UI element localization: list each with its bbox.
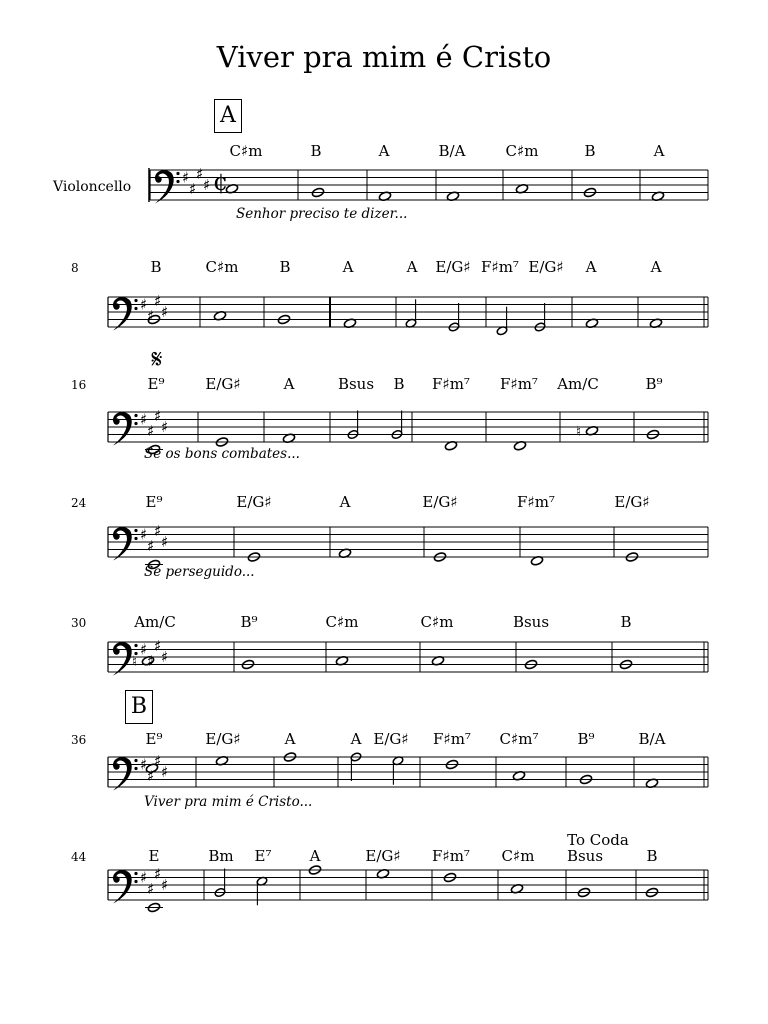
chord-symbol-1-5: E/G♯ bbox=[435, 258, 471, 276]
chord-symbol-3-3: E/G♯ bbox=[422, 493, 458, 511]
key-sharp-icon-2-1: ♯ bbox=[147, 421, 155, 440]
chord-symbol-5-4: E/G♯ bbox=[373, 730, 409, 748]
lyric-hint-3: Se perseguido... bbox=[144, 564, 255, 580]
chord-symbol-3-0: E⁹ bbox=[145, 493, 163, 511]
key-sharp-icon-3-2: ♯ bbox=[154, 521, 162, 540]
bass-clef-icon-4 bbox=[113, 642, 132, 675]
chord-symbol-6-5: F♯m⁷ bbox=[432, 847, 470, 865]
key-sharp-icon-5-0: ♯ bbox=[140, 755, 148, 774]
bass-clef-upper-dot-2 bbox=[134, 414, 137, 417]
chord-symbol-4-2: C♯m bbox=[325, 613, 359, 631]
key-sharp-icon-5-1: ♯ bbox=[147, 766, 155, 785]
key-sharp-icon-2-0: ♯ bbox=[140, 410, 148, 429]
key-sharp-icon-6-2: ♯ bbox=[154, 864, 162, 883]
to-coda-label: To Coda bbox=[567, 831, 629, 849]
bass-clef-dot-2 bbox=[113, 418, 119, 424]
chord-symbol-0-5: B bbox=[584, 142, 596, 160]
bass-clef-dot-3 bbox=[113, 533, 119, 539]
chord-symbol-0-3: B/A bbox=[438, 142, 466, 160]
bass-clef-lower-dot-6 bbox=[134, 880, 137, 883]
segno-icon: 𝄋 bbox=[151, 345, 163, 375]
chord-symbol-0-6: A bbox=[653, 142, 665, 160]
chord-symbol-1-2: B bbox=[279, 258, 291, 276]
key-sharp-icon-1-2: ♯ bbox=[154, 291, 162, 310]
key-sharp-icon-6-3: ♯ bbox=[161, 876, 169, 894]
key-sharp-icon-3-0: ♯ bbox=[140, 525, 148, 544]
chord-symbol-4-0: Am/C bbox=[134, 613, 176, 631]
bass-clef-dot-6 bbox=[113, 876, 119, 882]
chord-symbol-2-2: A bbox=[283, 375, 295, 393]
key-sharp-icon-0-2: ♯ bbox=[196, 164, 204, 183]
chord-symbol-5-6: C♯m⁷ bbox=[499, 730, 539, 748]
bass-clef-lower-dot-2 bbox=[134, 422, 137, 425]
key-sharp-icon-0-3: ♯ bbox=[203, 176, 211, 194]
chord-symbol-1-9: A bbox=[650, 258, 662, 276]
bass-clef-upper-dot-6 bbox=[134, 872, 137, 875]
bass-clef-icon-3 bbox=[113, 527, 132, 560]
chord-symbol-2-6: F♯m⁷ bbox=[500, 375, 538, 393]
chord-symbol-4-3: C♯m bbox=[420, 613, 454, 631]
chord-symbol-5-5: F♯m⁷ bbox=[433, 730, 471, 748]
chord-symbol-3-5: E/G♯ bbox=[614, 493, 650, 511]
key-sharp-icon-1-0: ♯ bbox=[140, 295, 148, 314]
key-sharp-icon-2-3: ♯ bbox=[161, 418, 169, 436]
chord-symbol-2-1: E/G♯ bbox=[205, 375, 241, 393]
chord-symbol-0-1: B bbox=[310, 142, 322, 160]
bass-clef-icon-0 bbox=[155, 170, 174, 203]
chord-symbol-5-0: E⁹ bbox=[145, 730, 163, 748]
page-title: Viver pra mim é Cristo bbox=[216, 40, 552, 74]
key-sharp-icon-6-1: ♯ bbox=[147, 879, 155, 898]
key-sharp-icon-3-1: ♯ bbox=[147, 536, 155, 555]
bass-clef-lower-dot-0 bbox=[176, 180, 179, 183]
measure-number-2: 16 bbox=[71, 378, 87, 392]
lyric-hint-5: Viver pra mim é Cristo... bbox=[144, 794, 313, 810]
bass-clef-icon-1 bbox=[113, 297, 132, 330]
lyric-hint-0: Senhor preciso te dizer... bbox=[236, 206, 408, 222]
chord-symbol-6-2: E⁷ bbox=[254, 847, 272, 865]
chord-symbol-1-8: A bbox=[585, 258, 597, 276]
bass-clef-upper-dot-1 bbox=[134, 299, 137, 302]
measure-number-1: 8 bbox=[71, 261, 79, 275]
bass-clef-dot-0 bbox=[155, 176, 161, 182]
measure-number-3: 24 bbox=[71, 496, 87, 510]
bass-clef-dot-1 bbox=[113, 303, 119, 309]
key-sharp-icon-3-3: ♯ bbox=[161, 533, 169, 551]
instrument-name: Violoncello bbox=[53, 179, 132, 195]
key-sharp-icon-6-0: ♯ bbox=[140, 868, 148, 887]
bass-clef-lower-dot-3 bbox=[134, 537, 137, 540]
bass-clef-dot-4 bbox=[113, 648, 119, 654]
key-sharp-icon-1-1: ♯ bbox=[147, 306, 155, 325]
chord-symbol-6-3: A bbox=[309, 847, 321, 865]
chord-symbol-6-7: Bsus bbox=[566, 847, 604, 865]
chord-symbol-2-5: F♯m⁷ bbox=[432, 375, 470, 393]
measure-number-4: 30 bbox=[71, 616, 87, 630]
chord-symbol-5-7: B⁹ bbox=[577, 730, 595, 748]
chord-symbol-1-3: A bbox=[342, 258, 354, 276]
chord-symbol-3-1: E/G♯ bbox=[236, 493, 272, 511]
chord-symbol-6-8: B bbox=[646, 847, 658, 865]
key-sharp-icon-5-2: ♯ bbox=[154, 751, 162, 770]
bass-clef-icon-2 bbox=[113, 412, 132, 445]
lyric-hint-2: Se os bons combates... bbox=[144, 446, 300, 462]
chord-symbol-0-4: C♯m bbox=[505, 142, 539, 160]
chord-symbol-1-4: A bbox=[406, 258, 418, 276]
chord-symbol-1-0: B bbox=[150, 258, 162, 276]
rehearsal-mark-b-label: B bbox=[130, 694, 148, 719]
key-sharp-icon-0-1: ♯ bbox=[189, 179, 197, 198]
bass-clef-upper-dot-0 bbox=[176, 172, 179, 175]
chord-symbol-6-1: Bm bbox=[208, 847, 234, 865]
bass-clef-lower-dot-5 bbox=[134, 767, 137, 770]
chord-symbol-2-3: Bsus bbox=[337, 375, 375, 393]
chord-symbol-2-8: B⁹ bbox=[645, 375, 663, 393]
chord-symbol-5-3: A bbox=[350, 730, 362, 748]
bass-clef-upper-dot-3 bbox=[134, 529, 137, 532]
chord-symbol-4-4: Bsus bbox=[512, 613, 550, 631]
chord-symbol-5-2: A bbox=[284, 730, 296, 748]
measure-number-5: 36 bbox=[71, 733, 87, 747]
chord-symbol-0-2: A bbox=[378, 142, 390, 160]
chord-symbol-0-0: C♯m bbox=[229, 142, 263, 160]
chord-symbol-1-7: E/G♯ bbox=[528, 258, 564, 276]
natural-sign-icon-4-0: ♮ bbox=[132, 653, 138, 670]
time-signature-0: ¢ bbox=[213, 168, 229, 196]
natural-sign-icon-2-6: ♮ bbox=[576, 423, 582, 440]
chord-symbol-4-5: B bbox=[620, 613, 632, 631]
bass-clef-upper-dot-4 bbox=[134, 644, 137, 647]
key-sharp-icon-5-3: ♯ bbox=[161, 763, 169, 781]
chord-symbol-6-6: C♯m bbox=[501, 847, 535, 865]
key-sharp-icon-1-3: ♯ bbox=[161, 303, 169, 321]
key-sharp-icon-0-0: ♯ bbox=[182, 168, 190, 187]
chord-symbol-2-0: E⁹ bbox=[147, 375, 165, 393]
chord-symbol-6-0: E bbox=[148, 847, 160, 865]
key-sharp-icon-2-2: ♯ bbox=[154, 406, 162, 425]
chord-symbol-4-1: B⁹ bbox=[240, 613, 258, 631]
bass-clef-upper-dot-5 bbox=[134, 759, 137, 762]
chord-symbol-3-2: A bbox=[339, 493, 351, 511]
chord-symbol-6-4: E/G♯ bbox=[365, 847, 401, 865]
bass-clef-icon-6 bbox=[113, 870, 132, 903]
chord-symbol-1-1: C♯m bbox=[205, 258, 239, 276]
key-sharp-icon-4-0: ♯ bbox=[140, 640, 148, 659]
chord-symbol-3-4: F♯m⁷ bbox=[517, 493, 555, 511]
measure-number-6: 44 bbox=[71, 850, 87, 864]
key-sharp-icon-4-1: ♯ bbox=[147, 651, 155, 670]
chord-symbol-5-8: B/A bbox=[638, 730, 666, 748]
chord-symbol-2-7: Am/C bbox=[557, 375, 599, 393]
rehearsal-mark-a-label: A bbox=[220, 103, 236, 128]
bass-clef-icon-5 bbox=[113, 757, 132, 790]
chord-symbol-2-4: B bbox=[393, 375, 405, 393]
key-sharp-icon-4-2: ♯ bbox=[154, 636, 162, 655]
key-sharp-icon-4-3: ♯ bbox=[161, 648, 169, 666]
chord-symbol-1-6: F♯m⁷ bbox=[481, 258, 519, 276]
chord-symbol-5-1: E/G♯ bbox=[205, 730, 241, 748]
bass-clef-lower-dot-1 bbox=[134, 307, 137, 310]
bass-clef-dot-5 bbox=[113, 763, 119, 769]
